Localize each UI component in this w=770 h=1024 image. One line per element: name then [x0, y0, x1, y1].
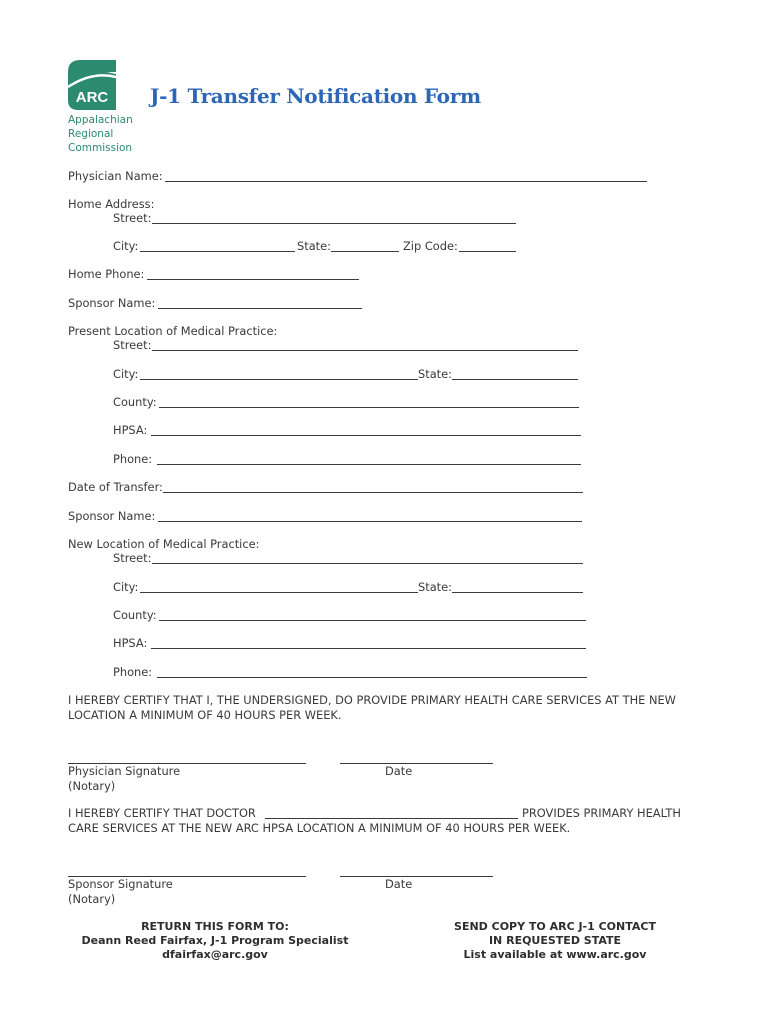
new-hpsa-label: HPSA:	[113, 636, 148, 650]
physician-name-field[interactable]	[165, 181, 647, 182]
arc-logo	[68, 60, 116, 110]
present-county-field[interactable]	[159, 407, 579, 408]
return-form-block	[75, 920, 355, 962]
present-state-label: State:	[418, 367, 452, 381]
new-county-field[interactable]	[159, 620, 586, 621]
home-street-label: Street:	[113, 211, 152, 225]
sponsor-name-2-label: Sponsor Name:	[68, 509, 156, 523]
present-city-field[interactable]	[140, 379, 418, 380]
home-phone-field[interactable]	[147, 279, 359, 280]
physician-notary-label: (Notary)	[68, 779, 116, 793]
present-state-field[interactable]	[452, 379, 578, 380]
home-street-field[interactable]	[152, 223, 516, 224]
send-copy-list: List available at www.arc.gov	[463, 948, 647, 961]
date-of-transfer-field[interactable]	[163, 492, 583, 493]
return-email: dfairfax@arc.gov	[162, 948, 268, 961]
new-city-label: City:	[113, 580, 139, 594]
sponsor-notary-label: (Notary)	[68, 892, 116, 906]
new-state-label: State:	[418, 580, 452, 594]
home-city-field[interactable]	[140, 251, 295, 252]
home-zip-label: Zip Code:	[403, 239, 458, 253]
send-copy-block	[430, 920, 680, 962]
home-state-field[interactable]	[331, 251, 399, 252]
physician-name-label: Physician Name:	[68, 169, 163, 183]
new-phone-field[interactable]	[157, 677, 587, 678]
physician-signature-label: Physician Signature	[68, 764, 181, 778]
send-copy-heading: SEND COPY TO ARC J-1 CONTACT	[454, 920, 656, 933]
new-location-label: New Location of Medical Practice:	[68, 537, 260, 551]
return-heading: RETURN THIS FORM TO:	[141, 920, 289, 933]
home-address-label: Home Address:	[68, 197, 155, 211]
sponsor-certification-suffix: PROVIDES PRIMARY HEALTH	[522, 806, 681, 820]
return-contact-name: Deann Reed Fairfax, J-1 Program Specialist	[81, 934, 349, 947]
sponsor-signature-label: Sponsor Signature	[68, 877, 173, 891]
new-county-label: County:	[113, 608, 157, 622]
logo-abbrev: ARC	[75, 89, 109, 106]
sponsor-certification-line2: CARE SERVICES AT THE NEW ARC HPSA LOCATION A MINIMUM OF 40 HOURS PER WEEK.	[68, 821, 571, 835]
physician-date-line[interactable]	[340, 763, 493, 764]
sponsor-name-label: Sponsor Name:	[68, 296, 156, 310]
physician-certification-text: I HEREBY CERTIFY THAT I, THE UNDERSIGNED, DO PROVIDE PRIMARY HEALTH CARE SERVICES AT THE NEW LOCATION A MINIMUM OF 40 HOURS PER WEEK.	[68, 693, 676, 722]
new-street-field[interactable]	[152, 563, 583, 564]
sponsor-date-label: Date	[385, 877, 413, 891]
home-phone-label: Home Phone:	[68, 267, 145, 281]
home-zip-field[interactable]	[459, 251, 516, 252]
sponsor-name-field[interactable]	[158, 308, 362, 309]
new-phone-label: Phone:	[113, 665, 153, 679]
logo-line-3: Commission	[68, 142, 133, 154]
physician-date-label: Date	[385, 764, 413, 778]
new-state-field[interactable]	[452, 592, 583, 593]
home-city-label: City:	[113, 239, 139, 253]
new-street-label: Street:	[113, 551, 152, 565]
form-title: J-1 Transfer Notification Form	[150, 84, 481, 108]
sponsor-name-2-field[interactable]	[158, 521, 582, 522]
present-street-field[interactable]	[152, 350, 578, 351]
present-phone-label: Phone:	[113, 452, 153, 466]
date-of-transfer-label: Date of Transfer:	[68, 480, 163, 494]
present-hpsa-label: HPSA:	[113, 423, 148, 437]
send-copy-state: IN REQUESTED STATE	[488, 934, 622, 947]
logo-line-1: Appalachian	[68, 114, 133, 126]
logo-wordmark	[68, 113, 133, 155]
present-street-label: Street:	[113, 338, 152, 352]
new-hpsa-field[interactable]	[151, 648, 586, 649]
sponsor-date-line[interactable]	[340, 876, 493, 877]
doctor-name-field[interactable]	[265, 818, 518, 819]
home-state-label: State:	[297, 239, 331, 253]
logo-line-2: Regional	[68, 128, 114, 140]
sponsor-certification-prefix: I HEREBY CERTIFY THAT DOCTOR	[68, 806, 256, 820]
present-phone-field[interactable]	[157, 464, 581, 465]
arc-logo-mark	[68, 60, 116, 110]
present-location-label: Present Location of Medical Practice:	[68, 324, 278, 338]
present-hpsa-field[interactable]	[151, 435, 581, 436]
new-city-field[interactable]	[140, 592, 418, 593]
present-city-label: City:	[113, 367, 139, 381]
present-county-label: County:	[113, 395, 157, 409]
